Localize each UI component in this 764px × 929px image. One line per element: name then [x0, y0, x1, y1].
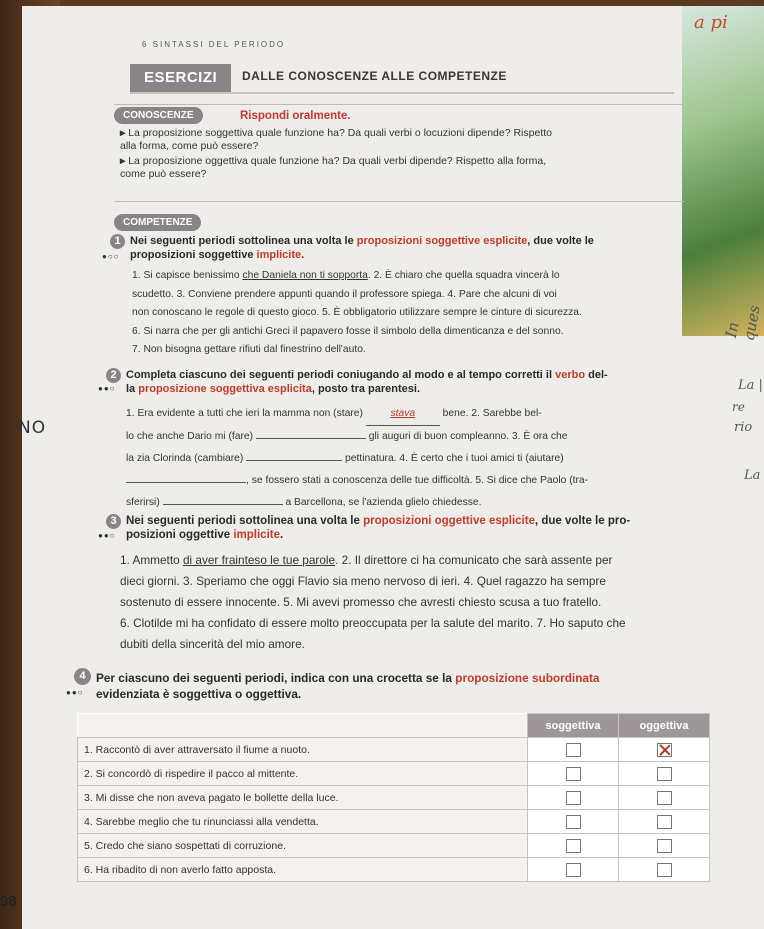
margin-text-top: a pi [694, 12, 728, 33]
oggettiva-checkbox[interactable] [657, 743, 672, 757]
margin-note: rio [734, 420, 753, 435]
soggettiva-checkbox[interactable] [566, 791, 581, 805]
row-sentence: 1. Raccontò di aver attraversato il fiume a nuoto. [78, 738, 528, 762]
column-header-oggettiva: oggettiva [619, 714, 710, 738]
difficulty-dots: ●●○ [98, 531, 116, 540]
banner-tag: ESERCIZI [130, 64, 231, 92]
oggettiva-checkbox[interactable] [657, 791, 672, 805]
question-1: ▸ La proposizione soggettiva quale funzione ha? Da quali verbi o locuzioni dipende? Rispetto alla forma, come può essere? [120, 127, 552, 152]
answer-blank[interactable] [126, 482, 246, 483]
oggettiva-cell [619, 810, 710, 834]
exercise-1-number: 1 [110, 234, 125, 249]
row-sentence: 3. Mi disse che non aveva pagato le bollette della luce. [78, 786, 528, 810]
oggettiva-checkbox[interactable] [657, 815, 672, 829]
divider [114, 104, 684, 105]
row-sentence: 5. Credo che siano sospettati di corruzione. [78, 834, 528, 858]
handwritten-note: NO [18, 418, 47, 438]
answer-blank[interactable] [256, 438, 366, 439]
conoscenze-label: CONOSCENZE [114, 107, 203, 124]
soggettiva-cell [528, 738, 619, 762]
oggettiva-cell [619, 834, 710, 858]
exercise-4-instruction: Per ciascuno dei seguenti periodi, indica con una crocetta se la proposizione subordinata evidenziata è soggettiva o oggettiva. [96, 671, 600, 701]
difficulty-dots: ●●○ [66, 688, 84, 697]
answer-blank[interactable] [163, 504, 283, 505]
soggettiva-checkbox[interactable] [566, 743, 581, 757]
handwritten-answer: stava [390, 408, 416, 419]
soggettiva-cell [528, 786, 619, 810]
soggettiva-checkbox[interactable] [566, 815, 581, 829]
page-number: 98 [0, 893, 17, 910]
row-sentence: 6. Ha ribadito di non averlo fatto apposta. [78, 858, 528, 882]
table-row [78, 786, 710, 810]
exercise-3-number: 3 [106, 514, 121, 529]
column-header-soggettiva: soggettiva [528, 714, 619, 738]
table-row [78, 810, 710, 834]
soggettiva-checkbox[interactable] [566, 863, 581, 877]
margin-note: La [744, 468, 761, 483]
corner-photo [682, 6, 764, 336]
soggettiva-cell [528, 834, 619, 858]
oggettiva-cell [619, 762, 710, 786]
banner-tagline: DALLE CONOSCENZE ALLE COMPETENZE [242, 69, 507, 83]
exercise-2-sentences: 1. Era evidente a tutti che ieri la mamma non (stare) stava bene. 2. Sarebbe bel- lo che anche Dario mi (fare) gli auguri di buon compleanno. 3. È ora che la zia Clorinda (cambiare) pettinatura. 4. È certo che i tuoi amici ti (aiutare) , se fossero stati a conoscenza delle tue difficoltà. 5. Si dice che Paolo (tra- sferirsi) a Barcellona, se l'azienda glielo chiedesse. [126, 403, 588, 514]
exercise-3-instruction: Nei seguenti periodi sottolinea una volta le proposizioni oggettive esplicite, due volte le pro- posizioni oggettive implicite. [126, 515, 631, 541]
question-2: ▸ La proposizione oggettiva quale funzione ha? Da quali verbi dipende? Rispetto alla forma, come può essere? [120, 155, 547, 180]
competenze-label: COMPETENZE [114, 214, 201, 231]
table-row [78, 858, 710, 882]
exercise-2-number: 2 [106, 368, 121, 383]
oggettiva-cell [619, 738, 710, 762]
table-row [78, 738, 710, 762]
oggettiva-checkbox[interactable] [657, 767, 672, 781]
margin-note: La | [738, 378, 763, 393]
section-banner [130, 64, 674, 94]
oggettiva-cell [619, 786, 710, 810]
table-corner [78, 714, 528, 738]
exercise-1-sentences: 1. Si capisce benissimo che Daniela non ti sopporta. 2. È chiaro che quella squadra vincerà lo scudetto. 3. Conviene prendere appunti quando il professore spiega. 4. Pare che alcuni di voi non conoscano le regole di questo gioco. 5. È obbligatorio utilizzare sempre le cinture di sicurezza. 6. Si narra che per gli antichi Greci il papavero fosse il simbolo della dimenticanza e del sonno. 7. Non bisogna gettare rifiuti dal finestrino dell'auto. [132, 270, 582, 355]
row-sentence: 4. Sarebbe meglio che tu rinunciassi alla vendetta. [78, 810, 528, 834]
difficulty-dots: ●○○ [102, 252, 120, 261]
table-row [78, 762, 710, 786]
soggettiva-cell [528, 858, 619, 882]
margin-note: re [732, 400, 745, 414]
soggettiva-checkbox[interactable] [566, 767, 581, 781]
oggettiva-checkbox[interactable] [657, 863, 672, 877]
table-row [78, 834, 710, 858]
answer-blank[interactable] [246, 460, 342, 461]
running-header: 6 SINTASSI DEL PERIODO [142, 40, 286, 49]
soggettiva-checkbox[interactable] [566, 839, 581, 853]
margin-note: In ques [722, 303, 764, 343]
oral-instruction: Rispondi oralmente. [240, 110, 351, 122]
soggettiva-cell [528, 810, 619, 834]
difficulty-dots: ●●○ [98, 384, 116, 393]
exercise-1-instruction: Nei seguenti periodi sottolinea una volta le proposizioni soggettive esplicite, due volte le proposizioni soggettive implicite. [130, 235, 594, 261]
exercise-3-sentences: 1. Ammetto di aver frainteso le tue parole. 2. Il direttore ci ha comunicato che sarà assente per dieci giorni. 3. Speriamo che oggi Flavio sia meno nervoso di ieri. 4. Quel ragazzo ha sempre sostenuto di essere innocente. 5. Mi avevi promesso che avresti chiesto scusa a tuo fratello. 6. Clotilde mi ha confidato di essere molto preoccupata per la salute del marito. 7. Ho saputo che dubiti della sincerità del mio amore. [120, 553, 626, 651]
oggettiva-checkbox[interactable] [657, 839, 672, 853]
exercise-2-instruction: Completa ciascuno dei seguenti periodi coniugando al modo e al tempo corretti il verbo del- la proposizione soggettiva esplicita, posto tra parentesi. [126, 369, 608, 395]
row-sentence: 2. Si concordò di rispedire il pacco al mittente. [78, 762, 528, 786]
oggettiva-cell [619, 858, 710, 882]
exercise-4-number: 4 [74, 668, 91, 685]
soggettiva-cell [528, 762, 619, 786]
divider [114, 201, 684, 202]
answer-table [77, 713, 710, 882]
